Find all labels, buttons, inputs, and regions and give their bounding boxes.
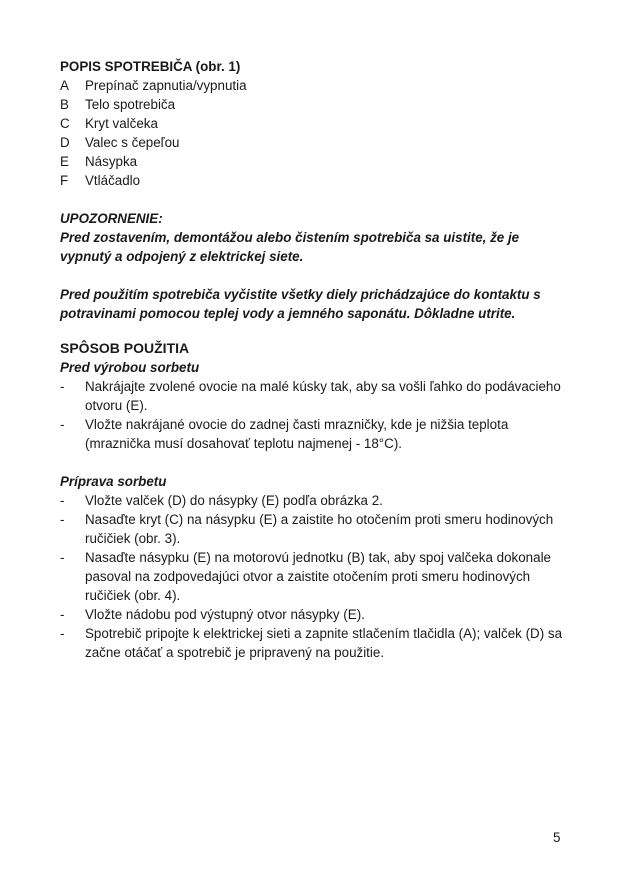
list-item: - Vložte nádobu pod výstupný otvor násypky (E). [60, 607, 365, 622]
list-item: E Násypka [60, 154, 138, 169]
manual-page [60, 57, 565, 662]
list-item: C Kryt valčeka [60, 116, 158, 131]
list-item: - Nasaďte kryt (C) na násypku (E) a zaistite ho otočením proti smeru hodinových ručičiek (obr. 3). [60, 512, 554, 546]
section-title-description: POPIS SPOTREBIČA (obr. 1) [60, 59, 241, 74]
parts-list [60, 76, 565, 190]
preparation-steps-list [60, 491, 565, 662]
list-item: D Valec s čepeľou [60, 135, 180, 150]
list-item: F Vtláčadlo [60, 173, 141, 188]
subsection-title-preparation: Príprava sorbetu [60, 474, 167, 489]
before-steps-list [60, 377, 565, 453]
list-item: - Vložte nakrájané ovocie do zadnej časti mrazničky, kde je nižšia teplota (mraznička musí dosahovať teplotu najmenej - 18°C). [60, 417, 509, 451]
list-item: - Nakrájajte zvolené ovocie na malé kúsky tak, aby sa vošli ľahko do podávacieho otvoru (E). [60, 379, 561, 413]
list-item: - Vložte valček (D) do násypky (E) podľa obrázka 2. [60, 493, 383, 508]
list-item: - Nasaďte násypku (E) na motorovú jednotku (B) tak, aby spoj valčeka dokonale pasoval na zodpovedajúci otvor a zaistite otočením proti smeru hodinových ručičiek (obr. 4). [60, 550, 551, 603]
warning-text-safety: Pred zostavením, demontážou alebo čistením spotrebiča sa uistite, že je vypnutý a odpojený z elektrickej siete. [60, 230, 520, 264]
warning-text-cleaning: Pred použitím spotrebiča vyčistite všetky diely prichádzajúce do kontaktu s potravinami pomocou teplej vody a jemného saponátu. Dôkladne utrite. [60, 287, 541, 321]
list-item: A Prepínač zapnutia/vypnutia [60, 78, 247, 93]
list-item: B Telo spotrebiča [60, 97, 176, 112]
list-item: - Spotrebič pripojte k elektrickej sieti a zapnite stlačením tlačidla (A); valček (D) sa začne otáčať a spotrebič je pripravený na použitie. [60, 626, 563, 660]
page-number: 5 [553, 830, 561, 845]
section-title-usage: SPÔSOB POUŽITIA [60, 340, 190, 356]
warning-heading: UPOZORNENIE: [60, 211, 163, 226]
subsection-title-before: Pred výrobou sorbetu [60, 360, 200, 375]
